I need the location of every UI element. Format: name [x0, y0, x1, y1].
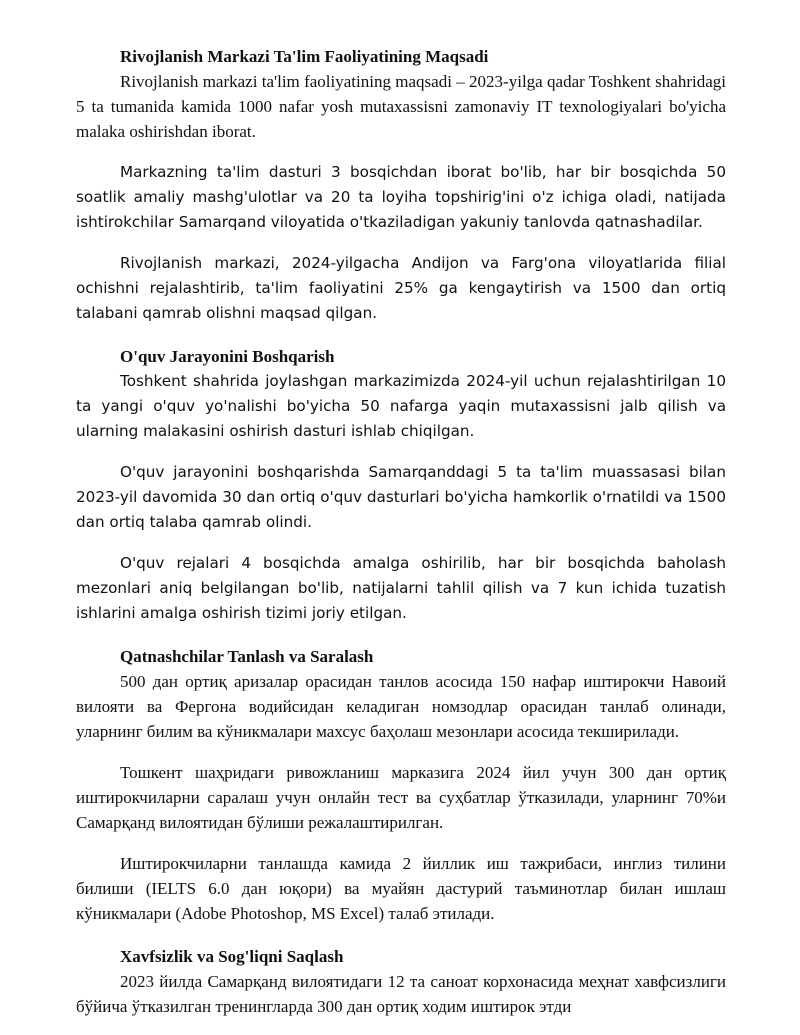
- section-heading: Xavfsizlik va Sog'liqni Saqlash: [120, 947, 344, 966]
- section-heading: Rivojlanish Markazi Ta'lim Faoliyatining Maqsadi: [120, 47, 489, 66]
- paragraph: O'quv jarayonini boshqarishda Samarqanddagi 5 ta ta'lim muassasasi bilan 2023-yil davomida 30 dan ortiq o'quv dasturlari bo'yicha hamkorlik o'rnatildi va 1500 dan ortiq talaba qamrab olindi.: [76, 463, 726, 531]
- paragraph: Markazning ta'lim dasturi 3 bosqichdan iborat bo'lib, har bir bosqichda 50 soatlik amaliy mashg'ulotlar va 20 ta loyiha topshirig'ini o'z ichiga oladi, natijada ishtirokchilar Samarqand viloyatida o'tkaziladigan yakuniy tanlovda qatnashadilar.: [76, 163, 726, 231]
- paragraph: 2023 йилда Самарқанд вилоятидаги 12 та саноат корхонасида меҳнат хавфсизлиги бўйича ўтказилган тренингларда 300 дан ортиқ ходим иштирок этди: [76, 972, 726, 1016]
- paragraph: Toshkent shahrida joylashgan markazimizda 2024-yil uchun rejalashtirilgan 10 ta yangi o'quv yo'nalishi bo'yicha 50 nafarga yaqin mutaxassisni jalb qilish va ularning malakasini oshirish dasturi ishlab chiqilgan.: [76, 372, 726, 440]
- paragraph: Иштирокчиларни танлашда камида 2 йиллик иш тажрибаси, инглиз тилини билиши (IELTS 6.0 дан юқори) ва муайян дастурий таъминотлар билан ишлаш кўникмалари (Adobe Photoshop, MS Excel) талаб этилади.: [76, 854, 726, 923]
- paragraph: 500 дан ортиқ аризалар орасидан танлов асосида 150 нафар иштирокчи Навоий вилояти ва Фeргона водийсидан келадиган номзодлар орасидан танлаб олинади, уларнинг билим ва кўникмалари махсус баҳолаш мезонлари асосида текширилади.: [76, 672, 726, 741]
- paragraph: Rivojlanish markazi, 2024-yilgacha Andijon va Farg'ona viloyatlarida filial ochishni rejalashtirib, ta'lim faoliyatini 25% ga kengaytirish va 1500 dan ortiq talabani qamrab olishni maqsad qilgan.: [76, 254, 726, 322]
- paragraph: Rivojlanish markazi ta'lim faoliyatining maqsadi – 2023-yilga qadar Toshkent shahridagi 5 ta tumanida kamida 1000 nafar yosh mutaxassisni zamonaviy IT texnologiyalari bo'yicha malaka oshirishdan iborat.: [76, 72, 726, 141]
- document-page: [76, 44, 726, 1019]
- section-heading: Qatnashchilar Tanlash va Saralash: [120, 647, 374, 666]
- paragraph: Тошкент шаҳридаги ривожланиш марказига 2024 йил учун 300 дан ортиқ иштирокчиларни саралаш учун онлайн тест ва суҳбатлар ўтказилади, уларнинг 70%и Самарқанд вилоятидан бўлиши режалаштирилган.: [76, 763, 726, 832]
- section-heading: O'quv Jarayonini Boshqarish: [120, 347, 335, 366]
- paragraph: O'quv rejalari 4 bosqichda amalga oshirilib, har bir bosqichda baholash mezonlari aniq belgilangan bo'lib, natijalarni tahlil qilish va 7 kun ichida tuzatish ishlarini amalga oshirish tizimi joriy etilgan.: [76, 554, 726, 622]
